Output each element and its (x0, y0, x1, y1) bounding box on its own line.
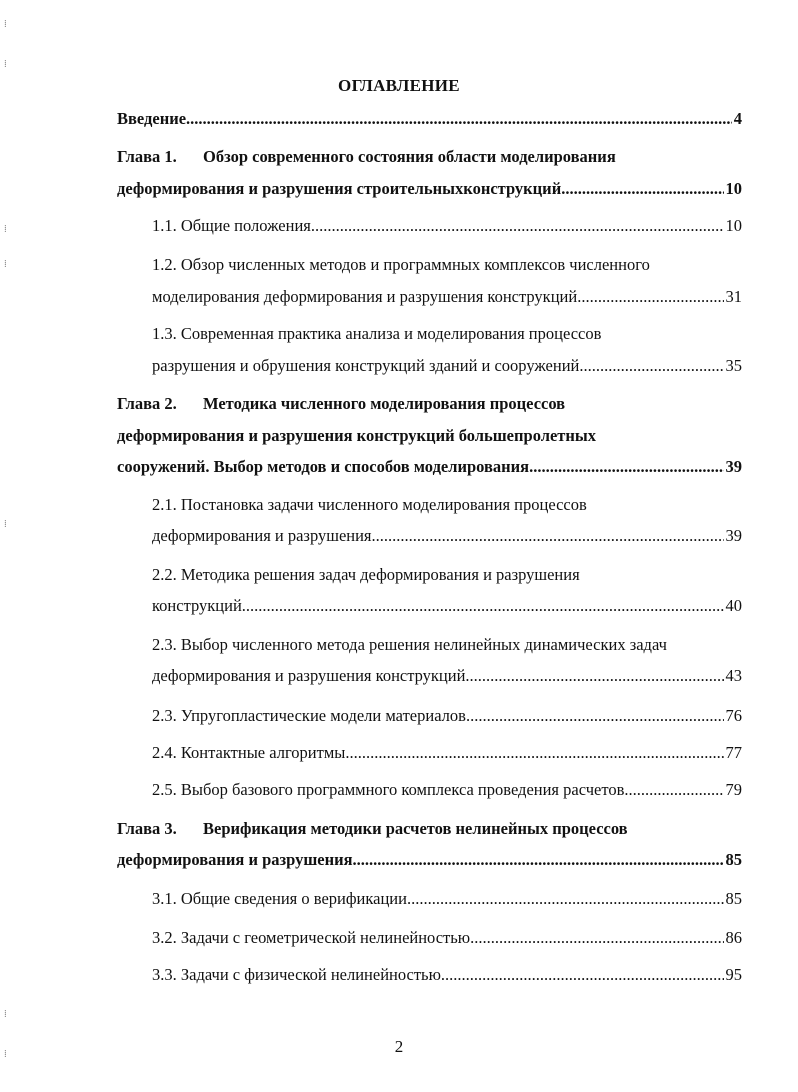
toc-page: 31 (725, 287, 742, 306)
toc-label: 2.3. Упругопластические модели материалов (152, 706, 466, 725)
toc-chapter-2 (117, 456, 742, 478)
toc-label: 1.1. Общие положения (152, 216, 311, 235)
toc-section-2-4 (152, 742, 742, 764)
toc-leader-dots (533, 456, 723, 478)
toc-page: 39 (725, 457, 742, 476)
toc-chapter-2-title (117, 393, 742, 415)
toc-section-1-3-title: 1.3. Современная практика анализа и моделирования процессов (152, 324, 602, 343)
toc-label: Методика численного моделирования процессов (203, 394, 566, 413)
toc-section-2-3-title: 2.3. Выбор численного метода решения нелинейных динамических задач (152, 635, 667, 654)
toc-section-2-1 (152, 525, 742, 547)
toc-chapter-1-title (117, 146, 742, 168)
toc-page: 40 (725, 596, 742, 615)
toc-leader-dots (242, 595, 724, 617)
toc-title: ОГЛАВЛЕНИЕ (338, 76, 460, 95)
toc-label: 3.2. Задачи с геометрической нелинейностью (152, 928, 471, 947)
toc-page: 85 (725, 889, 742, 908)
toc-section-1-3 (152, 355, 742, 377)
toc-label: моделирования деформирования и разрушения конструкций (152, 287, 578, 306)
toc-section-2-2 (152, 595, 742, 617)
toc-leader-dots (441, 964, 724, 986)
toc-section-2-1-title: 2.1. Постановка задачи численного моделирования процессов (152, 495, 587, 514)
toc-leader-dots (372, 525, 724, 547)
toc-chapter-1 (117, 178, 742, 200)
toc-label: деформирования и разрушения (152, 526, 372, 545)
scan-artifact: ⁞ (4, 1009, 7, 1020)
scan-artifact: ⁞ (4, 1049, 7, 1060)
toc-page: 95 (725, 965, 742, 984)
toc-section-1-2-title: 1.2. Обзор численных методов и программных комплексов численного (152, 255, 650, 274)
scan-artifact: ⁞ (4, 19, 7, 30)
toc-section-2-2-title: 2.2. Методика решения задач деформирования и разрушения (152, 565, 580, 584)
toc-page: 4 (733, 109, 742, 128)
toc-leader-dots (353, 849, 724, 871)
toc-section-3-2 (152, 927, 742, 949)
toc-label: 3.3. Задачи с физической нелинейностью (152, 965, 441, 984)
toc-leader-dots (186, 108, 732, 130)
toc-label: деформирования и разрушения конструкций (152, 666, 466, 685)
toc-leader-dots (624, 779, 723, 801)
toc-label: деформирования и разрушения (117, 850, 353, 869)
toc-leader-dots (345, 742, 723, 764)
toc-page: 43 (725, 666, 742, 685)
toc-label: Введение (117, 109, 187, 128)
toc-page: 79 (725, 780, 742, 799)
toc-leader-dots (311, 215, 724, 237)
toc-section-2-5 (152, 779, 742, 801)
scan-artifact: ⁞ (4, 519, 7, 530)
toc-page: 77 (725, 743, 742, 762)
scan-artifact: ⁞ (4, 224, 7, 235)
toc-entry-intro (117, 108, 742, 130)
toc-section-1-2 (152, 286, 742, 308)
toc-leader-dots (577, 286, 723, 308)
toc-label: разрушения и обрушения конструкций зданий и сооружений (152, 356, 580, 375)
toc-page: 35 (725, 356, 742, 375)
toc-chapter-number: Глава 2. (117, 394, 177, 413)
toc-leader-dots (465, 665, 723, 687)
toc-chapter-2-title-cont: деформирования и разрушения конструкций большепролетных (117, 426, 597, 445)
toc-section-2-3b (152, 705, 742, 727)
toc-leader-dots (561, 178, 723, 200)
toc-label: 2.4. Контактные алгоритмы (152, 743, 346, 762)
toc-label: Обзор современного состояния области моделирования (203, 147, 616, 166)
toc-chapter-3-title (117, 818, 742, 840)
toc-chapter-3 (117, 849, 742, 871)
toc-section-3-1 (152, 888, 742, 910)
toc-page: 10 (725, 179, 742, 198)
scan-artifact: ⁞ (4, 59, 7, 70)
toc-page: 10 (725, 216, 742, 235)
toc-page: 86 (725, 928, 742, 947)
toc-label: 2.5. Выбор базового программного комплекса проведения расчетов (152, 780, 625, 799)
toc-leader-dots (470, 927, 723, 949)
toc-section-2-3 (152, 665, 742, 687)
page-number: 2 (394, 1037, 404, 1056)
scan-artifact: ⁞ (4, 259, 7, 270)
toc-label: Верификация методики расчетов нелинейных процессов (203, 819, 628, 838)
toc-leader-dots (579, 355, 723, 377)
toc-section-3-3 (152, 964, 742, 986)
toc-leader-dots (407, 888, 724, 910)
toc-label: конструкций (152, 596, 242, 615)
toc-page: 39 (725, 526, 742, 545)
toc-label: деформирования и разрушения строительныхконструкций (117, 179, 562, 198)
toc-label: 3.1. Общие сведения о верификации (152, 889, 407, 908)
toc-chapter-number: Глава 1. (117, 147, 177, 166)
toc-leader-dots (466, 705, 724, 727)
toc-page: 85 (725, 850, 742, 869)
toc-chapter-number: Глава 3. (117, 819, 177, 838)
toc-label: сооружений. Выбор методов и способов моделирования. (117, 457, 534, 476)
toc-section-1-1 (152, 215, 742, 237)
toc-page: 76 (725, 706, 742, 725)
